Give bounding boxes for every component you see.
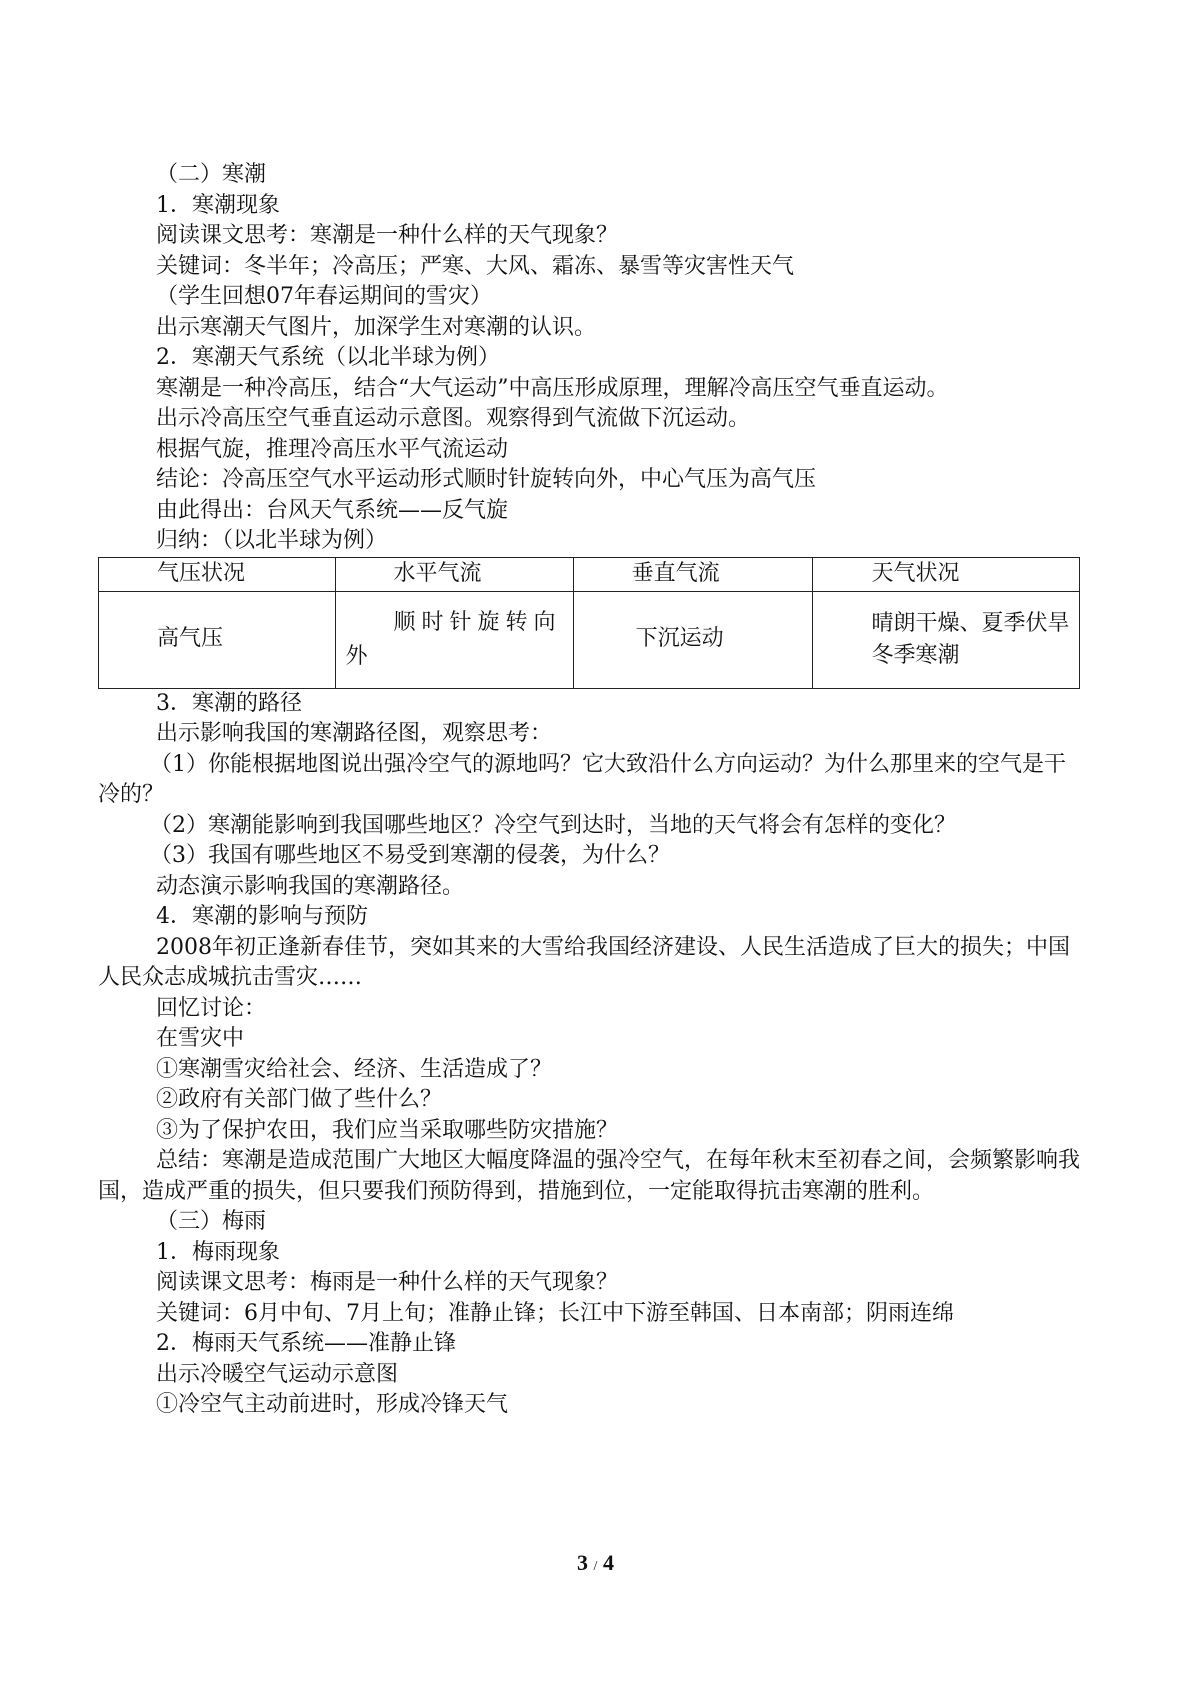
weather-line-winter: 冬季寒潮 (871, 642, 960, 668)
table-cell-pressure: 高气压 (99, 591, 336, 688)
table-cell-vertical: 下沉运动 (573, 591, 813, 688)
table-header-cell: 气压状况 (99, 557, 336, 591)
paragraph-line: 出示冷高压空气垂直运动示意图。观察得到气流做下沉运动。 (156, 406, 751, 431)
page-separator: / (593, 1559, 598, 1574)
paragraph-line: 在雪灾中 (156, 1026, 245, 1051)
table-cell-weather (813, 591, 1080, 688)
paragraph-line: 寒潮是一种冷高压，结合“大气运动”中高压形成原理，理解冷高压空气垂直运动。 (156, 375, 949, 401)
subheading-plum-rain-phenomenon: 1．梅雨现象 (156, 1239, 280, 1265)
paragraph-line: 阅读课文思考：寒潮是一种什么样的天气现象？ (156, 223, 619, 248)
subheading-cold-wave-path: 3．寒潮的路径 (156, 690, 302, 716)
discussion-item-2: ②政府有关部门做了些什么？ (156, 1087, 443, 1112)
paragraph-2008: 2008年初正逢新春佳节，突如其来的大雪给我国经济建设、人民生活造成了巨大的损失；中国人民众志成城抗击雪灾…… (98, 934, 1070, 990)
page-number (0, 1548, 1191, 1583)
paragraph-line: 动态演示影响我国的寒潮路径。 (156, 873, 465, 899)
page-total: 4 (602, 1550, 614, 1575)
subheading-impact-prevention: 4．寒潮的影响与预防 (156, 904, 368, 929)
discussion-item-3: ③为了保护农田，我们应当采取哪些防灾措施？ (156, 1117, 619, 1143)
paragraph-line: ①冷空气主动前进时，形成冷锋天气 (156, 1392, 509, 1417)
table-row (99, 591, 1080, 688)
discussion-item-1: ①寒潮雪灾给社会、经济、生活造成了？ (156, 1056, 553, 1082)
summary-table (98, 557, 1080, 689)
table-cell-horizontal: 顺时针旋转向外 (335, 591, 573, 688)
paragraph-line: 出示冷暖空气运动示意图 (156, 1361, 399, 1387)
paragraph-line: 根据气旋，推理冷高压水平气流运动 (156, 436, 509, 462)
paragraph-line: （学生回想07年春运期间的雪灾） (156, 284, 492, 309)
subheading-cold-wave-phenomenon: 1．寒潮现象 (156, 192, 280, 218)
question-3: （3）我国有哪些地区不易受到寒潮的侵袭，为什么？ (150, 843, 670, 868)
table-header-cell: 水平气流 (335, 557, 573, 591)
section-heading-cold-wave: （二）寒潮 (156, 162, 267, 187)
summary-label: 归纳：（以北半球为例） (156, 528, 388, 553)
document-body (98, 160, 1083, 1421)
section-heading-plum-rain: （三）梅雨 (156, 1209, 267, 1234)
paragraph-line: 回忆讨论： (156, 995, 267, 1021)
summary-paragraph: 总结：寒潮是造成范围广大地区大幅度降温的强冷空气，在每年秋末至初春之间，会频繁影响我国，造成严重的损失，但只要我们预防得到，措施到位，一定能取得抗击寒潮的胜利。 (98, 1148, 1081, 1204)
subheading-cold-wave-system: 2．寒潮天气系统（以北半球为例） (156, 345, 500, 370)
paragraph-line: 阅读课文思考：梅雨是一种什么样的天气现象？ (156, 1270, 619, 1295)
keywords-line: 关键词：6月中旬、7月上旬；准静止锋；长江中下游至韩国、日本南部；阴雨连绵 (156, 1300, 954, 1326)
paragraph-line: 由此得出：台风天气系统——反气旋 (156, 497, 509, 523)
table-header-cell: 天气状况 (813, 557, 1080, 591)
question-2: （2）寒潮能影响到我国哪些地区？冷空气到达时，当地的天气将会有怎样的变化？ (150, 812, 956, 838)
paragraph-line: 出示寒潮天气图片，加深学生对寒潮的认识。 (156, 314, 597, 340)
subheading-plum-rain-system: 2．梅雨天气系统——准静止锋 (156, 1331, 456, 1356)
page-current: 3 (577, 1550, 589, 1575)
conclusion-line: 结论：冷高压空气水平运动形式顺时针旋转向外，中心气压为高气压 (156, 467, 817, 492)
table-header-cell: 垂直气流 (573, 557, 813, 591)
keywords-line: 关键词：冬半年；冷高压；严寒、大风、霜冻、暴雪等灾害性天气 (156, 253, 795, 279)
paragraph-line: 出示影响我国的寒潮路径图，观察思考： (156, 721, 553, 746)
weather-line-summer: 晴朗干燥、夏季伏旱 (871, 610, 1070, 636)
table-header-row (99, 557, 1080, 591)
question-1: （1）你能根据地图说出强冷空气的源地吗？它大致沿什么方向运动？为什么那里来的空气是干冷的？ (98, 751, 1067, 807)
